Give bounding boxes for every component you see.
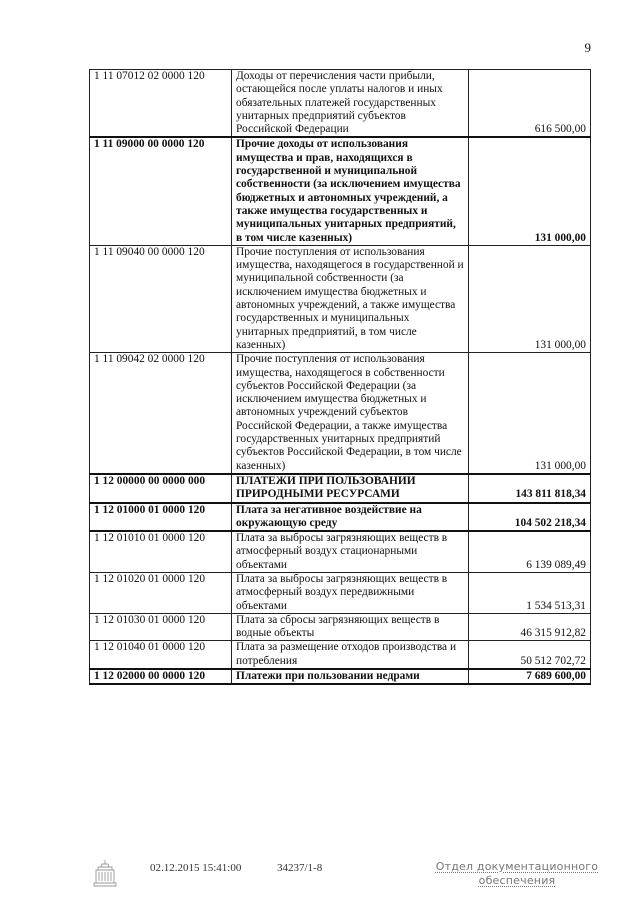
revenue-amount: 50 512 702,72 [469,641,591,669]
table-row [90,641,591,669]
revenue-name: Плата за выбросы загрязняющих веществ в атмосферный воздух передвижными объектами [232,572,469,613]
revenue-name: Прочие поступления от использования имущества, находящегося в собственности субъектов Российской Федерации (за исключением имущества бюджетных и автономных учреждений субъектов Российской Федерации, а также имущества государственных унитарных предприятий субъектов Российской Федерации, в том числе казенных) [232,353,469,474]
table-row [90,353,591,474]
emblem-icon [92,858,118,891]
revenue-name: Плата за сбросы загрязняющих веществ в водные объекты [232,613,469,641]
classification-code: 1 11 09000 00 0000 120 [90,137,232,245]
revenue-name: Прочие поступления от использования имущества, находящегося в государственной и муниципальной собственности (за исключением имущества бюджетных и автономных учреждений, а также имущества государственных и муниципальных унитарных предприятий, в том числе казенных) [232,245,469,352]
table-row [90,503,591,532]
revenue-amount: 143 811 818,34 [469,474,591,503]
classification-code: 1 12 01000 01 0000 120 [90,503,232,532]
classification-code: 1 12 01030 01 0000 120 [90,613,232,641]
table-row [90,137,591,245]
classification-code: 1 11 07012 02 0000 120 [90,70,232,138]
classification-code: 1 12 01020 01 0000 120 [90,572,232,613]
document-footer [0,858,640,898]
classification-code: 1 12 01010 01 0000 120 [90,531,232,572]
table-row [90,572,591,613]
revenue-amount: 131 000,00 [469,353,591,474]
classification-code: 1 11 09040 00 0000 120 [90,245,232,352]
revenue-name: Плата за выбросы загрязняющих веществ в атмосферный воздух стационарными объектами [232,531,469,572]
table-row [90,669,591,684]
footer-date: 02.12.2015 15:41:00 [150,862,242,874]
budget-revenue-table [89,69,591,685]
classification-code: 1 11 09042 02 0000 120 [90,353,232,474]
revenue-name: Платежи при пользовании недрами [232,669,469,684]
revenue-amount: 104 502 218,34 [469,503,591,532]
page-number: 9 [584,40,591,55]
revenue-name: Плата за размещение отходов производства и потребления [232,641,469,669]
revenue-name: Прочие доходы от использования имущества и прав, находящихся в государственной и муниципальной собственности (за исключением имущества бюджетных и автономных учреждений, а также имущества государственных и муниципальных унитарных предприятий, в том числе казенных) [232,137,469,245]
classification-code: 1 12 00000 00 0000 000 [90,474,232,503]
revenue-amount: 1 534 513,31 [469,572,591,613]
revenue-amount: 131 000,00 [469,245,591,352]
revenue-amount: 6 139 089,49 [469,531,591,572]
table-row [90,70,591,138]
table-row [90,474,591,503]
revenue-amount: 131 000,00 [469,137,591,245]
table-row [90,531,591,572]
classification-code: 1 12 01040 01 0000 120 [90,641,232,669]
revenue-amount: 46 315 912,82 [469,613,591,641]
revenue-amount: 616 500,00 [469,70,591,138]
revenue-name: Доходы от перечисления части прибыли, остающейся после уплаты налогов и иных обязательных платежей государственных унитарных предприятий субъектов Российской Федерации [232,70,469,138]
table-row [90,613,591,641]
department-stamp: Отдел документационного обеспечения [435,860,599,887]
table-row [90,245,591,352]
revenue-name: ПЛАТЕЖИ ПРИ ПОЛЬЗОВАНИИ ПРИРОДНЫМИ РЕСУРСАМИ [232,474,469,503]
revenue-amount: 7 689 600,00 [469,669,591,684]
footer-doc-number: 34237/1-8 [277,862,323,874]
classification-code: 1 12 02000 00 0000 120 [90,669,232,684]
revenue-name: Плата за негативное воздействие на окружающую среду [232,503,469,532]
